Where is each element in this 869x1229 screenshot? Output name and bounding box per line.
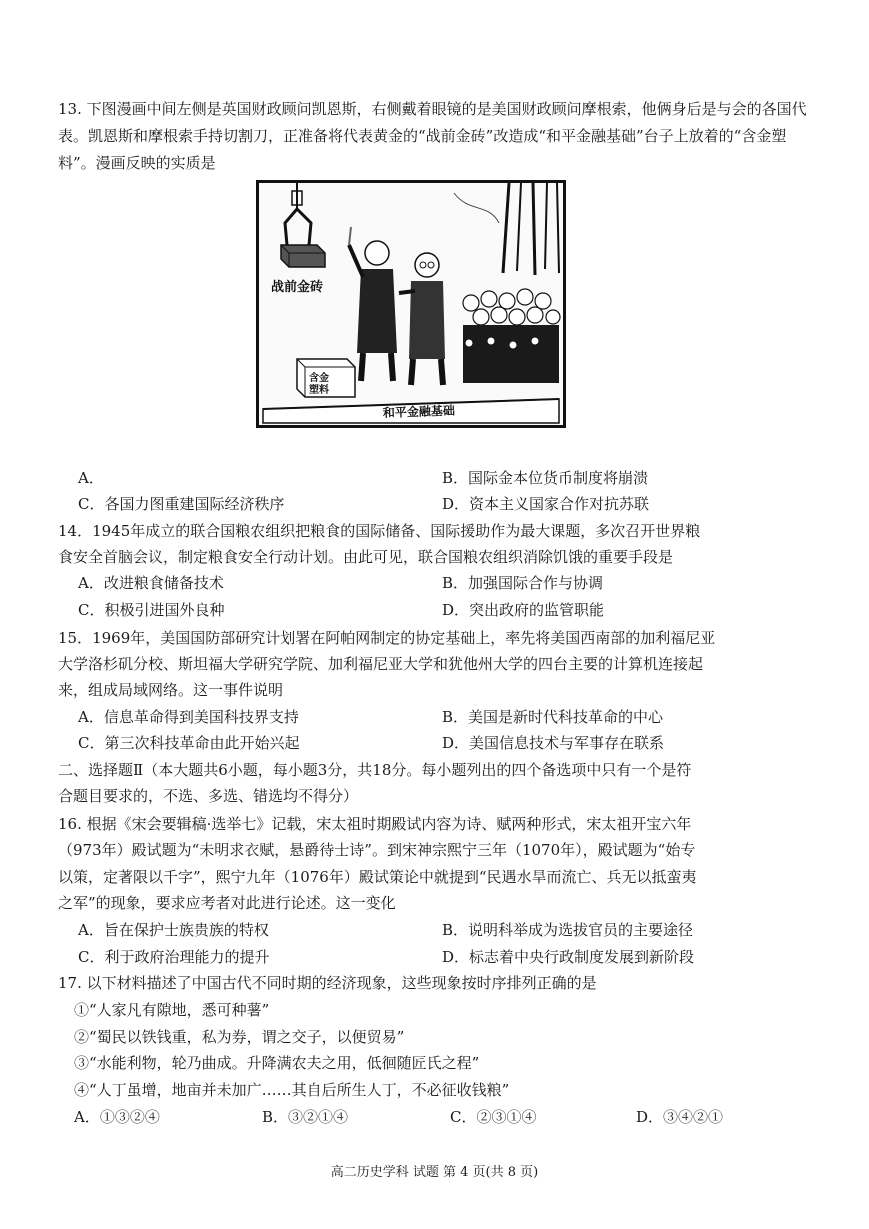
q17-item-1: ①“人家凡有隙地，悉可种薯” [74, 1001, 270, 1019]
q17-option-a [74, 1106, 160, 1128]
option-text: 信息革命得到美国科技界支持 [103, 708, 299, 726]
option-text: 改进粮食储备技术 [103, 574, 224, 592]
q16-option-b [442, 919, 693, 941]
option-letter: B． [442, 921, 469, 939]
option-letter: C． [78, 948, 105, 966]
base-label: 和平金融基础 [382, 403, 456, 420]
q14-option-c [78, 599, 225, 621]
option-text: 旨在保护士族贵族的特权 [103, 921, 269, 939]
section-2-header-line-2: 合题目要求的，不选、多选、错选均不得分） [58, 787, 359, 805]
option-text: 美国信息技术与军事存在联系 [469, 734, 665, 752]
option-text: 标志着中央行政制度发展到新阶段 [469, 948, 695, 966]
q16-option-d [442, 946, 694, 968]
q16-stem-line-4: 之军”的现象，要求应考者对此进行论述。这一变化 [58, 894, 396, 912]
option-letter: C． [78, 734, 105, 752]
q15-stem-line-1: 15．1969年，美国国防部研究计划署在阿帕网制定的协定基础上，率先将美国西南部的加利福尼亚 [58, 629, 716, 647]
option-letter: A． [74, 1108, 100, 1126]
q17-item-4: ④“人丁虽增，地亩并未加广……其自后所生人丁，不必征收钱粮” [74, 1081, 510, 1099]
q17-option-d [636, 1106, 723, 1128]
q15-option-d [442, 732, 664, 754]
q14-stem-line-2: 食安全首脑会议，制定粮食安全行动计划。由此可见，联合国粮农组织消除饥饿的重要手段是 [58, 548, 674, 566]
q13-option-d [442, 493, 649, 515]
q16-stem-line-2: （973年）殿试题为“未明求衣赋，悬爵待士诗”。到宋神宗熙宁三年（1070年），殿试题为“始专 [58, 841, 696, 859]
option-text: ②③①④ [476, 1108, 537, 1126]
option-letter: C． [450, 1108, 477, 1126]
option-text: 积极引进国外良种 [104, 601, 225, 619]
option-letter: D． [442, 948, 470, 966]
q17-item-3: ③“水能利物，轮乃曲成。升降满农夫之用，低徊随匠氏之程” [74, 1054, 480, 1072]
q16-stem-line-1: 16. 根据《宋会要辑稿·选举七》记载，宋太祖时期殿试内容为诗、赋两种形式，宋太祖开宝六年 [58, 815, 692, 833]
q16-option-a [78, 919, 269, 941]
box-label-1: 含金 [309, 373, 329, 384]
option-letter: A． [78, 574, 104, 592]
option-letter: B． [442, 469, 469, 487]
q14-option-a [78, 572, 224, 594]
q17-option-c [450, 1106, 537, 1128]
option-letter: B． [442, 574, 469, 592]
option-letter: D． [442, 734, 470, 752]
q15-option-b [442, 706, 663, 728]
q15-option-c [78, 732, 300, 754]
q14-option-d [442, 599, 604, 621]
option-letter: A． [78, 469, 104, 487]
q15-stem-line-2: 大学洛杉矶分校、斯坦福大学研究学院、加利福尼亚大学和犹他州大学的四台主要的计算机连接起 [58, 655, 704, 673]
option-letter: D． [442, 495, 470, 513]
option-text: 说明科举成为选拔官员的主要途径 [468, 921, 694, 939]
option-letter: D． [442, 601, 470, 619]
brick-label: 战前金砖 [271, 280, 324, 295]
option-letter: B． [442, 708, 469, 726]
q16-stem-line-3: 以策，定著限以千字”，熙宁九年（1076年）殿试策论中就提到“民遇水旱而流亡、兵无以抵蛮夷 [58, 868, 697, 886]
section-2-header-line-1: 二、选择题Ⅱ（本大题共6小题，每小题3分，共18分。每小题列出的四个备选项中只有一个是符 [58, 761, 692, 779]
q13-stem: 13. 下图漫画中间左侧是英国财政顾问凯恩斯，右侧戴着眼镜的是美国财政顾问摩根索，他俩身后是与会的各国代表。凯恩斯和摩根索手持切割刀，正准备将代表黄金的“战前金砖”改造成“和平金融基础”台子上放着的“含金塑料”。漫画反映的实质是 [58, 100, 807, 172]
option-text: ①③②④ [99, 1108, 160, 1126]
option-letter: D． [636, 1108, 664, 1126]
option-text: 突出政府的监管职能 [469, 601, 605, 619]
q13-option-a [78, 467, 104, 489]
q13-cartoon [256, 180, 566, 428]
q15-option-a [78, 706, 299, 728]
q17-option-b [262, 1106, 348, 1128]
option-letter: B． [262, 1108, 289, 1126]
option-text: 美国是新时代科技革命的中心 [468, 708, 664, 726]
option-letter: A． [78, 708, 104, 726]
option-text: ③④②① [663, 1108, 724, 1126]
option-text: 利于政府治理能力的提升 [104, 948, 270, 966]
option-text: ③②①④ [288, 1108, 349, 1126]
q16-option-c [78, 946, 270, 968]
option-text: 加强国际合作与协调 [468, 574, 604, 592]
page-footer: 高二历史学科 试题 第 4 页(共 8 页) [330, 1165, 539, 1180]
option-text: 各国力图重建国际经济秩序 [104, 495, 285, 513]
option-text: 国际金本位货币制度将崩溃 [468, 469, 649, 487]
option-letter: C． [78, 495, 105, 513]
q17-stem: 17. 以下材料描述了中国古代不同时期的经济现象，这些现象按时序排列正确的是 [58, 974, 597, 992]
q17-item-2: ②“蜀民以铁钱重，私为券，谓之交子，以便贸易” [74, 1028, 405, 1046]
q14-stem-line-1: 14．1945年成立的联合国粮农组织把粮食的国际储备、国际援助作为最大课题，多次召开世界粮 [58, 522, 701, 540]
q13-option-b [442, 467, 648, 489]
option-letter: C． [78, 601, 105, 619]
q15-stem-line-3: 来，组成局域网络。这一事件说明 [58, 681, 284, 699]
option-letter: A． [78, 921, 104, 939]
box-label-2: 塑料 [309, 385, 329, 396]
q13-option-c [78, 493, 285, 515]
option-text: 资本主义国家合作对抗苏联 [469, 495, 650, 513]
option-text: 第三次科技革命由此开始兴起 [104, 734, 300, 752]
q14-option-b [442, 572, 603, 594]
